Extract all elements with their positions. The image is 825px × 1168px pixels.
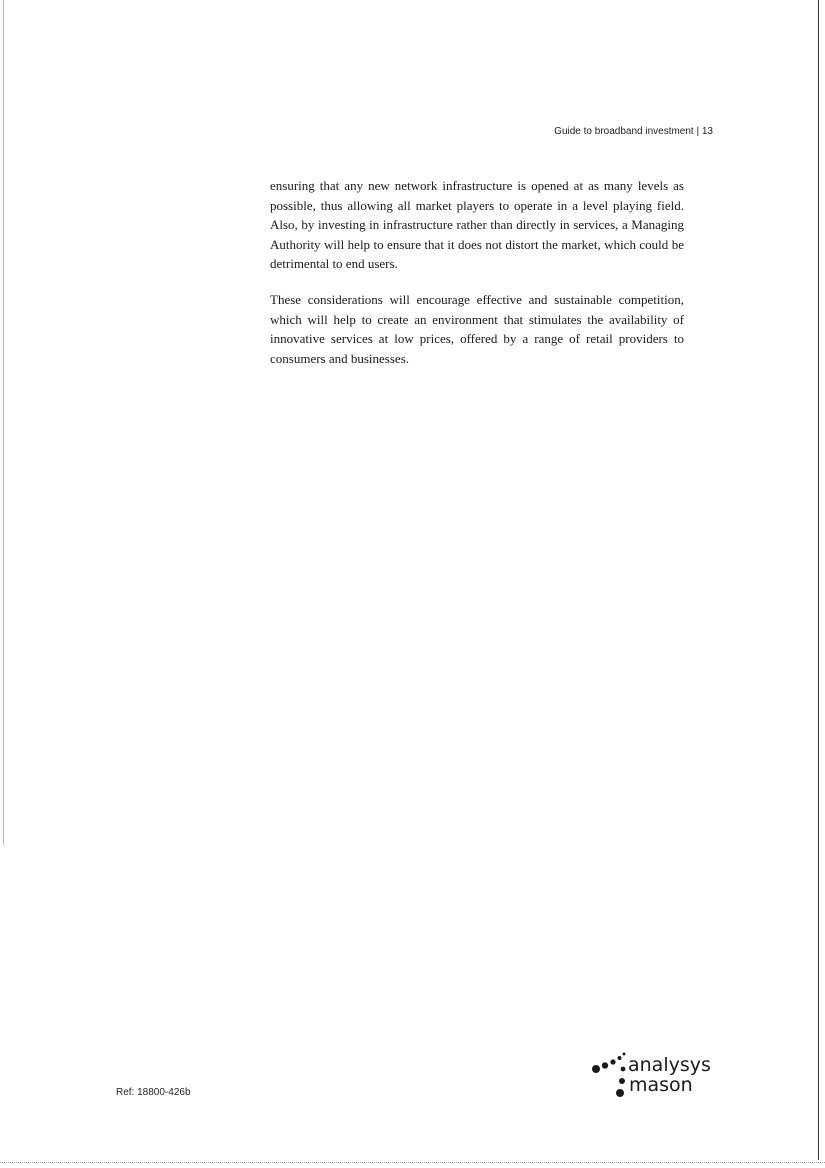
reference-number: Ref: 18800-426b (116, 1087, 191, 1098)
logo-dots-icon (588, 1050, 632, 1100)
running-header: Guide to broadband investment | 13 (554, 126, 713, 137)
scan-edge-left (3, 0, 4, 845)
company-logo (588, 1050, 738, 1102)
logo-wordmark (628, 1055, 711, 1095)
scan-edge-right (818, 0, 819, 1160)
body-text (270, 176, 684, 384)
logo-line-2: mason (629, 1074, 693, 1096)
paragraph-2: These considerations will encourage effective and sustainable competition, which will help to create an environment that stimulates the availability of innovative services at low prices, offered by a range of retail providers to consumers and businesses. (270, 291, 684, 366)
scan-edge-bottom (0, 1162, 825, 1163)
paragraph-1: ensuring that any new network infrastructure is opened at as many levels as possible, thus allowing all market players to operate in a level playing field. Also, by investing in infrastructure rather than directly in services, a Managing Authority will help to ensure that it does not distort the market, which could be detrimental to end users. (270, 178, 684, 272)
logo-line-1: analysys (628, 1054, 711, 1076)
